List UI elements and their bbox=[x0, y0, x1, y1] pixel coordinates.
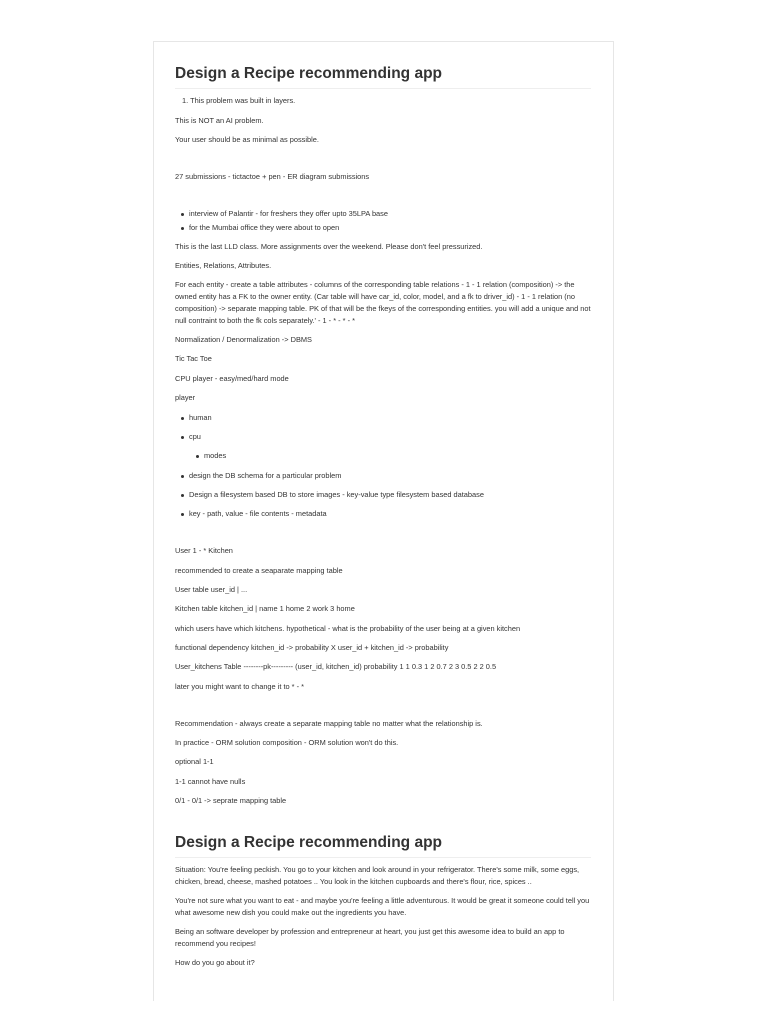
list-item: for the Mumbai office they were about to open bbox=[189, 222, 591, 234]
list-item: modes bbox=[204, 450, 591, 462]
paragraph-recommended: recommended to create a seaparate mapping table bbox=[175, 566, 343, 575]
paragraph-minimal: Your user should be as minimal as possible. bbox=[175, 135, 319, 144]
paragraph-user-kitchen: User 1 - * Kitchen bbox=[175, 546, 233, 555]
paragraph-later: later you might want to change it to * - * bbox=[175, 682, 304, 691]
paragraph-separate-mapping: 0/1 - 0/1 -> seprate mapping table bbox=[175, 796, 287, 805]
paragraph-functional-dependency: functional dependency kitchen_id -> probability X user_id + kitchen_id -> probability bbox=[175, 643, 449, 652]
paragraph-not-ai: This is NOT an AI problem. bbox=[175, 116, 264, 125]
heading-title-2: Design a Recipe recommending app bbox=[175, 833, 591, 858]
paragraph-in-practice: In practice - ORM solution composition - ORM solution won't do this. bbox=[175, 738, 399, 747]
paragraph-not-sure: You're not sure what you want to eat - and maybe you're feeling a little adventurous. It would be great it someone could tell you what awesome new dish you could make out the ingredients you have. bbox=[175, 896, 590, 917]
numbered-item: 1. This problem was built in layers. bbox=[182, 96, 296, 105]
list-item: key - path, value - file contents - metadata bbox=[189, 508, 591, 520]
paragraph-nulls: 1-1 cannot have nulls bbox=[175, 777, 246, 786]
list-item: cpu bbox=[189, 431, 591, 443]
paragraph-submissions: 27 submissions - tictactoe + pen - ER diagram submissions bbox=[175, 172, 370, 181]
paragraph-which-users: which users have which kitchens. hypothetical - what is the probability of the user being at a given kitchen bbox=[175, 624, 521, 633]
document-page bbox=[153, 41, 614, 1001]
paragraph-for-each-entity: For each entity - create a table attributes - columns of the corresponding table relations - 1 - 1 relation (composition) -> the owned entity has a FK to the owner entity. (Car table will have car_id, color, model, and a fk to driver_id) - 1 - 1 relation (no composition) -> separate mapping table. PK of that will be the fkeys of the corresponding entities. you will add a unique and not null contraint to both the fk cols separately.' - 1 - * - * - * bbox=[175, 280, 591, 325]
list-item: design the DB schema for a particular problem bbox=[189, 470, 591, 482]
paragraph-player: player bbox=[175, 393, 196, 402]
paragraph-being: Being an software developer by profession and entrepreneur at heart, you just get this awesome idea to build an app to recommend you recipes! bbox=[175, 927, 565, 948]
list-item: Design a filesystem based DB to store images - key-value type filesystem based database bbox=[189, 489, 591, 501]
paragraph-kitchen-table: Kitchen table kitchen_id | name 1 home 2 work 3 home bbox=[175, 604, 355, 613]
heading-title-1: Design a Recipe recommending app bbox=[175, 64, 591, 89]
paragraph-recommendation: Recommendation - always create a separate mapping table no matter what the relationship is. bbox=[175, 719, 483, 728]
paragraph-entities: Entities, Relations, Attributes. bbox=[175, 261, 272, 270]
paragraph-situation: Situation: You're feeling peckish. You go to your kitchen and look around in your refrigerator. There's some milk, some eggs, chicken, bread, cheese, mashed potatoes .. You look in the kitchen cupboards and there's flour, rice, spices .. bbox=[175, 865, 580, 886]
list-item: interview of Palantir - for freshers they offer upto 35LPA base bbox=[189, 208, 591, 220]
paragraph-user-table: User table user_id | ... bbox=[175, 585, 248, 594]
paragraph-last-class: This is the last LLD class. More assignments over the weekend. Please don't feel pressurized. bbox=[175, 242, 483, 251]
paragraph-cpu-player: CPU player - easy/med/hard mode bbox=[175, 374, 289, 383]
paragraph-tictactoe: Tic Tac Toe bbox=[175, 354, 212, 363]
paragraph-how: How do you go about it? bbox=[175, 958, 255, 967]
paragraph-normalization: Normalization / Denormalization -> DBMS bbox=[175, 335, 312, 344]
list-item: human bbox=[189, 412, 591, 424]
paragraph-optional: optional 1-1 bbox=[175, 757, 214, 766]
paragraph-user-kitchens-table: User_kitchens Table --------pk--------- (user_id, kitchen_id) probability 1 1 0.3 1 2 0.7 2 3 0.5 2 2 0.5 bbox=[175, 662, 497, 671]
